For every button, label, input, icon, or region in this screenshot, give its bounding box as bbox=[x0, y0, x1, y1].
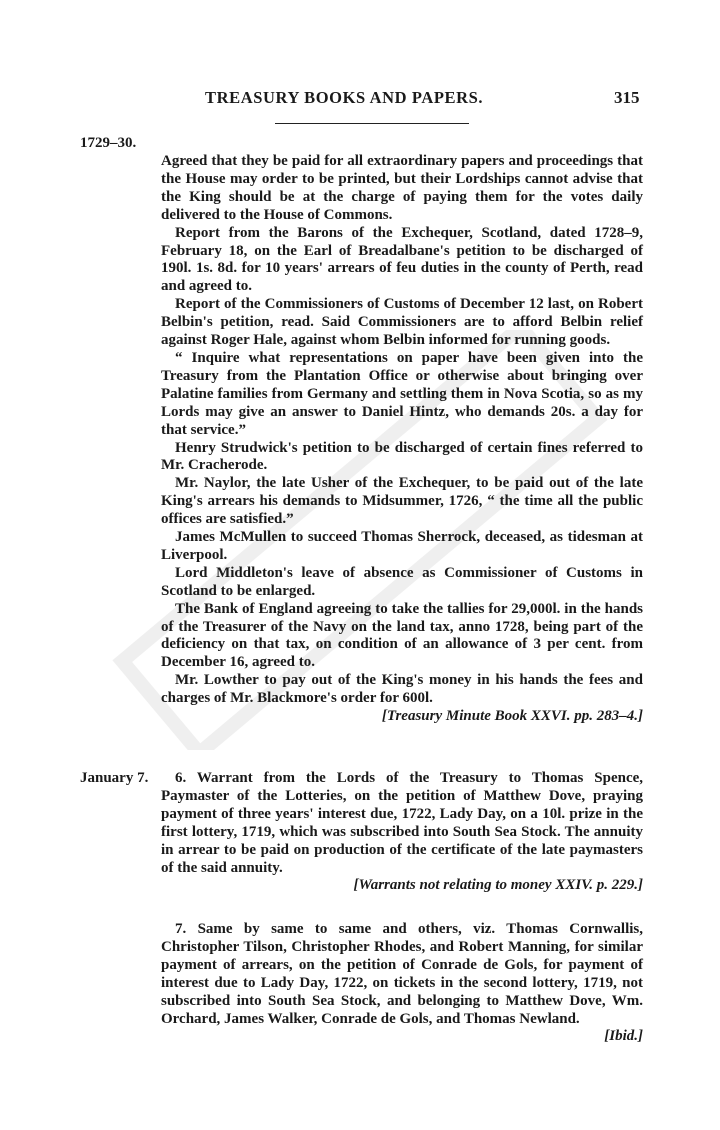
paragraph: Henry Strudwick's petition to be discharged of certain fines referred to Mr. Cracherode. bbox=[161, 439, 643, 474]
page-number: 315 bbox=[614, 88, 640, 107]
citation: [Ibid.] bbox=[604, 1028, 643, 1045]
paragraph: “ Inquire what representations on paper have been given into the Treasury from the Plantation Office or otherwise about bringing over Palatine families from Germany and settling them in Nova Scotia, so as my Lords may give an answer to Daniel Hintz, who demands 20s. a day for that service.” bbox=[161, 349, 643, 438]
running-title: TREASURY BOOKS AND PAPERS. bbox=[205, 88, 484, 107]
entry-number: 7. bbox=[175, 921, 187, 937]
citation: [Warrants not relating to money XXIV. p. 229.] bbox=[353, 877, 643, 894]
paragraph: Report from the Barons of the Exchequer, Scotland, dated 1728–9, February 18, on the Earl of Breadalbane's petition to be discharged of 190l. 1s. 8d. for 10 years' arrears of feu duties in the county of Perth, read and agreed to. bbox=[161, 224, 643, 295]
warrant-7-block bbox=[161, 921, 643, 1046]
entry-text: Same by same to same and others, viz. Thomas Cornwallis, Christopher Tilson, Christopher Rhodes, and Robert Manning, for similar payment of arrears, on the petition of Conrade de Gols, for payment of interest due to Lady Day, 1722, on tickets in the second lottery, 1719, not subscribed into South Sea Stock, and belonging to Matthew Dove, Wm. Orchard, James Walker, Conrade de Gols, and Thomas Newland. bbox=[161, 921, 643, 1027]
minute-entries-block bbox=[161, 153, 643, 726]
entry-text: Warrant from the Lords of the Treasury to Thomas Spence, Paymaster of the Lotteries, on the petition of Matthew Dove, praying payment of three years' interest due, 1722, Lady Day, on a 10l. prize in the first lottery, 1719, which was subscribed into South Sea Stock. The annuity in arrear to be paid on production of the certificate of the late paymasters of the said annuity. bbox=[161, 770, 644, 876]
paragraph: Agreed that they be paid for all extraordinary papers and proceedings that the House may order to be printed, but their Lordships cannot advise that the King should be at the charge of paying them for the votes daily delivered to the House of Commons. bbox=[161, 153, 643, 223]
page-header bbox=[0, 88, 720, 112]
paragraph: Mr. Naylor, the late Usher of the Exchequer, to be paid out of the late King's arrears his demands to Midsummer, 1726, “ the time all the public offices are satisfied.” bbox=[161, 475, 643, 528]
header-rule bbox=[275, 123, 469, 124]
paragraph: James McMullen to succeed Thomas Sherrock, deceased, as tidesman at Liverpool. bbox=[161, 529, 643, 563]
margin-date-year: 1729–30. bbox=[80, 135, 137, 151]
entry-number: 6. bbox=[175, 770, 187, 786]
paragraph: Report of the Commissioners of Customs of December 12 last, on Robert Belbin's petition, read. Said Commissioners are to afford Belbin relief against Roger Hale, against whom Belbin informed for running goods. bbox=[161, 296, 643, 349]
paragraph: The Bank of England agreeing to take the tallies for 29,000l. in the hands of the Treasurer of the Navy on the land tax, anno 1728, being part of the deficiency on that tax, on condition of an allowance of 3 per cent. from December 16, agreed to. bbox=[161, 600, 643, 671]
warrant-6-block bbox=[161, 770, 643, 895]
paragraph: Mr. Lowther to pay out of the King's money in his hands the fees and charges of Mr. Blackmore's order for 600l. bbox=[161, 672, 643, 707]
citation: [Treasury Minute Book XXVI. pp. 283–4.] bbox=[381, 708, 643, 725]
margin-date-january: January 7. bbox=[80, 770, 149, 786]
paragraph: Lord Middleton's leave of absence as Commissioner of Customs in Scotland to be enlarged. bbox=[161, 564, 643, 599]
